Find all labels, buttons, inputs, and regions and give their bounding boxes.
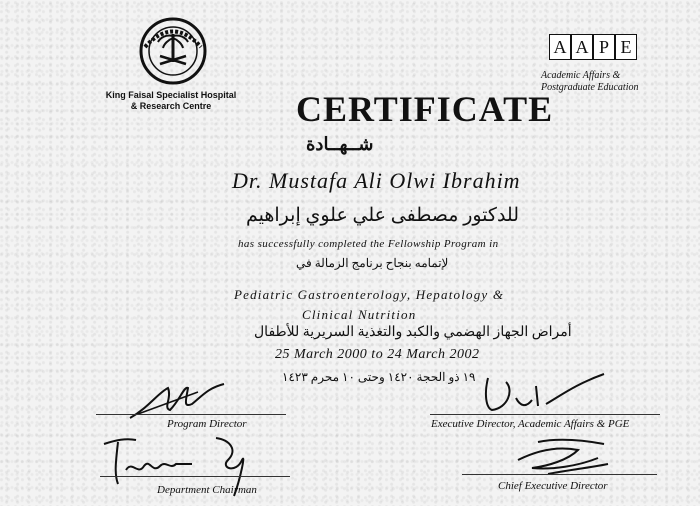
- chief-executive-label: Chief Executive Director: [498, 480, 608, 492]
- hospital-name-line1: King Faisal Specialist Hospital: [105, 90, 237, 100]
- program-director-signature: [128, 378, 228, 423]
- program-name: Pediatric Gastroenterology, Hepatology &: [234, 287, 505, 302]
- signature-line: [430, 414, 660, 415]
- executive-director-signature: [480, 368, 610, 416]
- aape-letter: A: [549, 34, 571, 60]
- program-director-label: Program Director: [167, 418, 247, 430]
- completion-text-arabic: لإتمامه بنجاح برنامج الزمالة في: [296, 256, 449, 270]
- department-chairman-label: Department Chairman: [157, 484, 257, 496]
- hospital-name: [96, 90, 246, 112]
- aape-letter: P: [593, 34, 615, 60]
- signature-line: [462, 474, 657, 475]
- aape-letter: E: [615, 34, 637, 60]
- aape-caption: [541, 70, 661, 94]
- program-dates: 25 March 2000 to 24 March 2002: [275, 347, 480, 362]
- program-name-arabic: أمراض الجهاز الهضمي والكبد والتغذية السريرية للأطفال: [254, 325, 572, 340]
- hospital-name-line2: & Research Centre: [130, 101, 212, 111]
- recipient-name: Dr. Mustafa Ali Olwi Ibrahim: [232, 168, 521, 193]
- certificate-title: CERTIFICATE: [296, 89, 554, 129]
- executive-director-label: Executive Director, Academic Affairs & PGE: [431, 418, 630, 430]
- aape-logo: [549, 34, 649, 58]
- signature-line: [96, 414, 286, 415]
- aape-letter: A: [571, 34, 593, 60]
- program-dates-arabic: ١٩ ذو الحجة ١٤٢٠ وحتى ١٠ محرم ١٤٢٣: [282, 370, 476, 384]
- kfsh-logo-icon: [138, 14, 208, 88]
- aape-caption-line1: Academic Affairs &: [541, 70, 621, 81]
- program-name-line2: Clinical Nutrition: [302, 307, 417, 322]
- aape-caption-line2: Postgraduate Education: [541, 82, 639, 93]
- chief-executive-signature: [508, 430, 628, 480]
- recipient-name-arabic: للدكتور مصطفى علي علوي إبراهيم: [246, 205, 520, 226]
- signature-line: [100, 476, 290, 477]
- completion-text: has successfully completed the Fellowship Program in: [238, 238, 499, 250]
- certificate-title-arabic: شــهــادة: [306, 134, 374, 154]
